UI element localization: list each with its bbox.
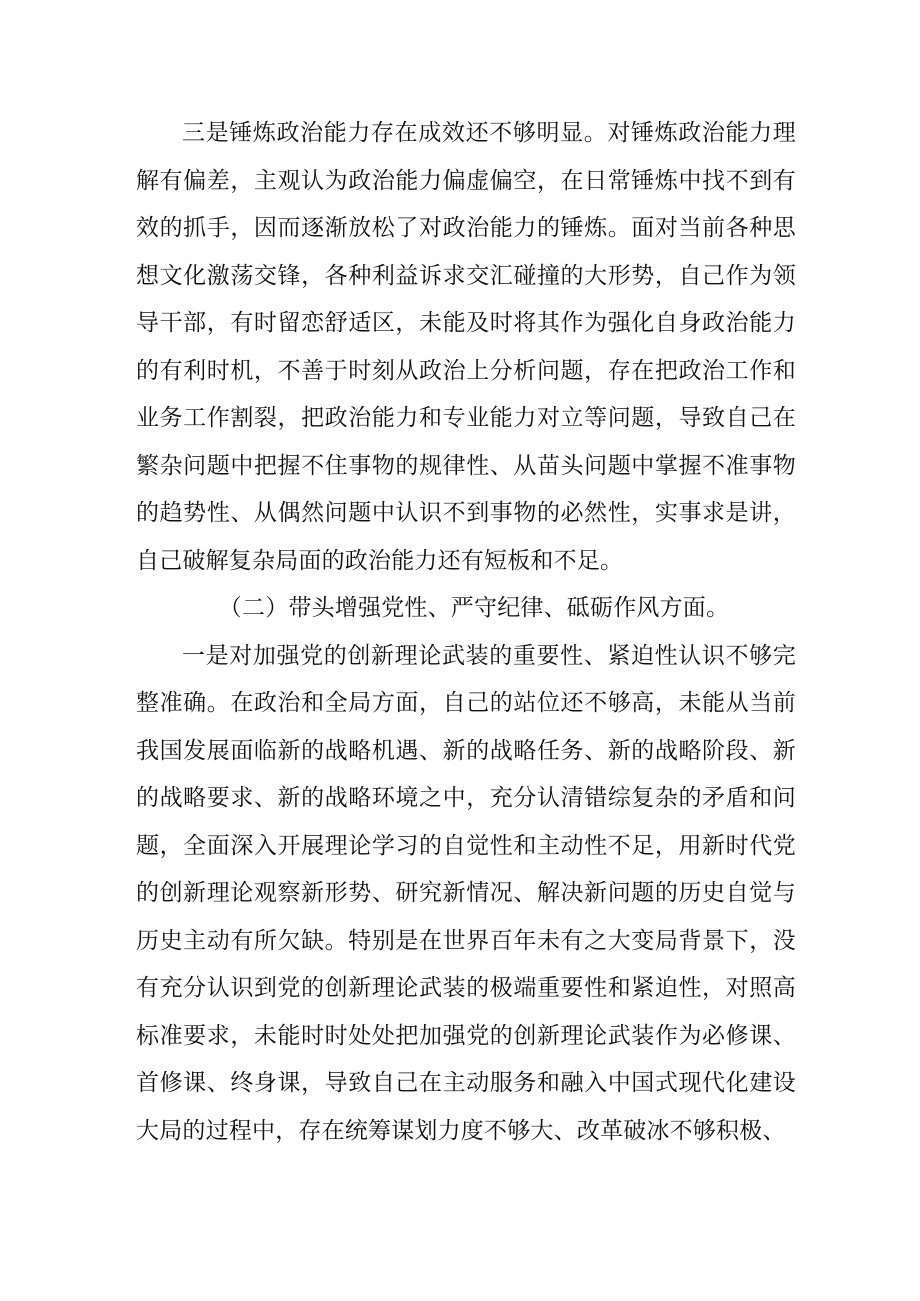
paragraph-political-ability: 三是锤炼政治能力存在成效还不够明显。对锤炼政治能力理解有偏差，主观认为政治能力偏虚偏空，在日常锤炼中找不到有效的抓手，因而逐渐放松了对政治能力的锤炼。面对当前各种思想文化激荡交锋，各种利益诉求交汇碰撞的大形势，自己作为领导干部，有时留恋舒适区，未能及时将其作为强化自身政治能力的有利时机，不善于时刻从政治上分析问题，存在把政治工作和业务工作割裂，把政治能力和专业能力对立等问题，导致自己在繁杂问题中把握不住事物的规律性、从苗头问题中掌握不准事物的趋势性、从偶然问题中认识不到事物的必然性，实事求是讲，自己破解复杂局面的政治能力还有短板和不足。 [136,120,796,574]
section-heading-2: （二）带头增强党性、严守纪律、砥砺作风方面。 [218,595,730,621]
paragraph-theory-armament: 一是对加强党的创新理论武装的重要性、紧迫性认识不够完整准确。在政治和全局方面，自己的站位还不够高，未能从当前我国发展面临新的战略机遇、新的战略任务、新的战略阶段、新的战略要求、新的战略环境之中，充分认清错综复杂的矛盾和问题，全面深入开展理论学习的自觉性和主动性不足，用新时代党的创新理论观察新形势、研究新情况、解决新问题的历史自觉与历史主动有所欠缺。特别是在世界百年未有之大变局背景下，没有充分认识到党的创新理论武装的极端重要性和紧迫性，对照高标准要求，未能时时处处把加强党的创新理论武装作为必修课、首修课、终身课，导致自己在主动服务和融入中国式现代化建设大局的过程中，存在统筹谋划力度不够大、改革破冰不够积极、 [136,642,796,1144]
document-body [136,110,796,1155]
